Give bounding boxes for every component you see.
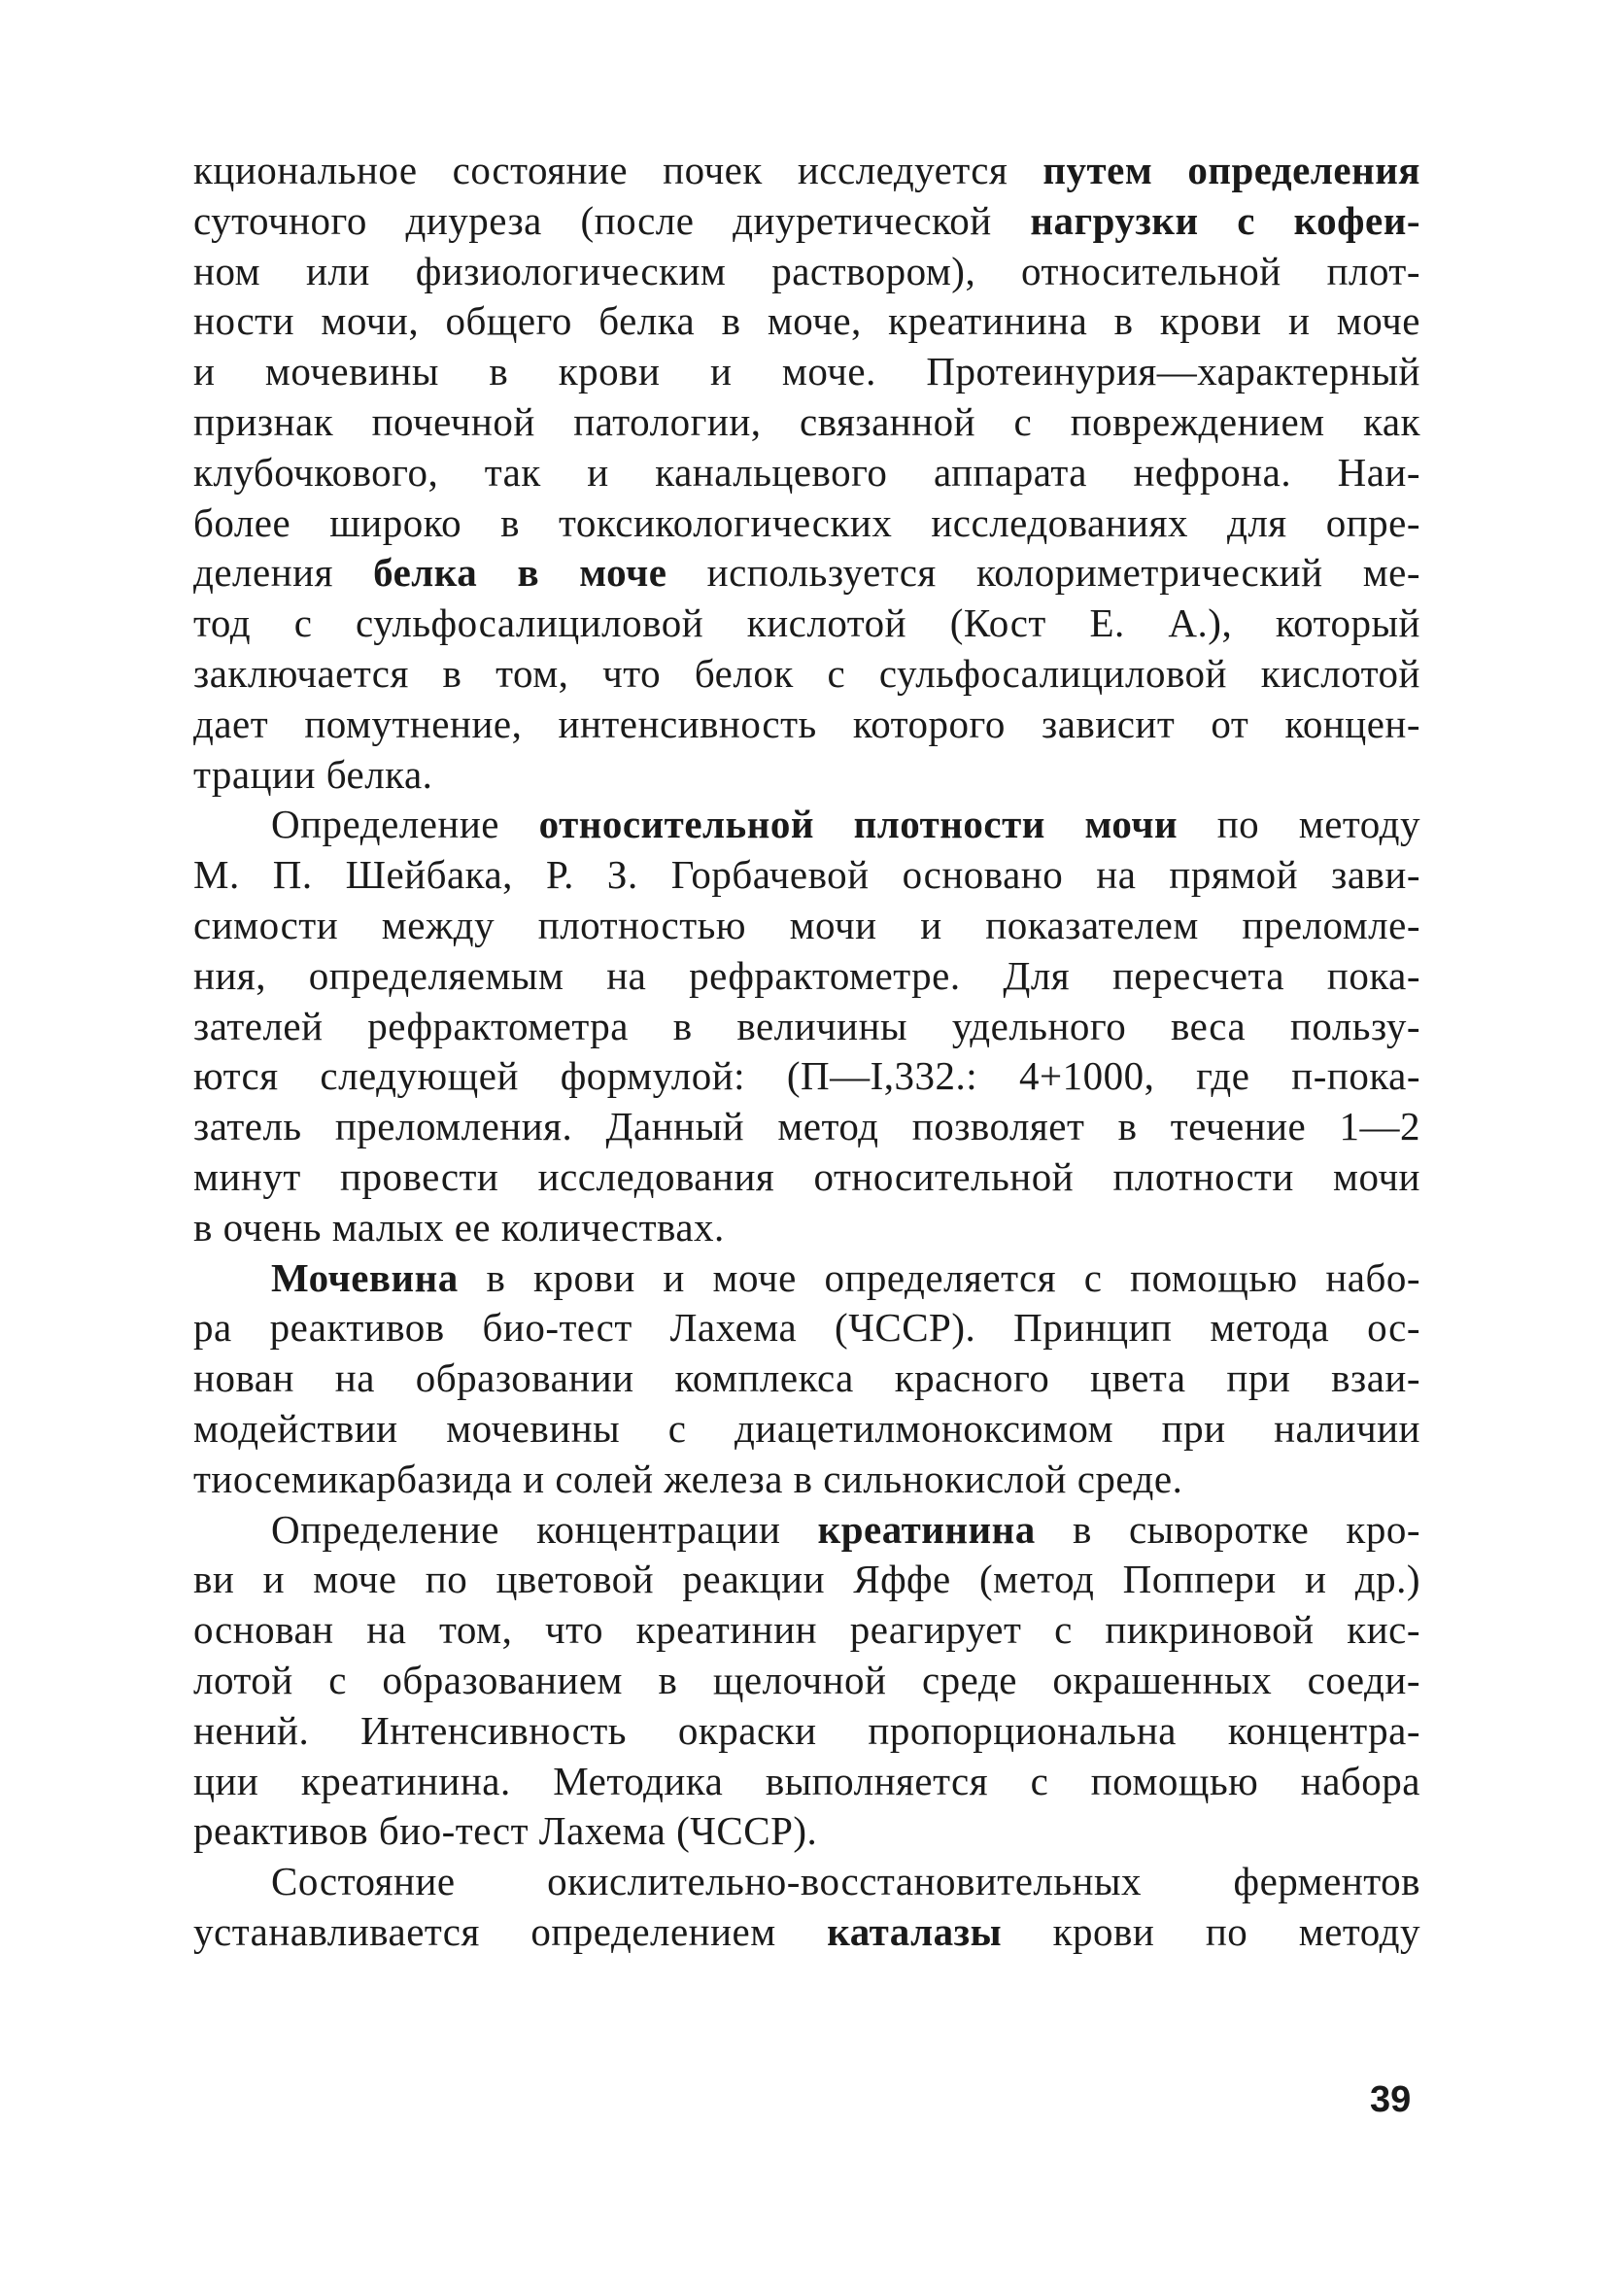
- text-line: [193, 1152, 1420, 1203]
- text-run: нован на образовании комплекса красного цвета при взаи-: [193, 1355, 1420, 1401]
- text-line: [193, 498, 1420, 549]
- text-line: [193, 1505, 1420, 1556]
- text-line: [193, 1706, 1420, 1757]
- bold-term: креатинина: [817, 1506, 1036, 1552]
- text-line: [193, 1656, 1420, 1706]
- text-line: [193, 1303, 1420, 1354]
- text-line: [193, 347, 1420, 397]
- body-text: [193, 146, 1420, 1958]
- text-line: [193, 800, 1420, 850]
- bold-term: каталазы: [827, 1908, 1003, 1954]
- text-run: Определение: [271, 802, 539, 847]
- text-run: Определение концентрации: [271, 1506, 818, 1552]
- text-line: [193, 1455, 1420, 1505]
- text-line: [193, 247, 1420, 297]
- text-run: дает помутнение, интенсивность которого зависит от концен-: [193, 701, 1420, 746]
- text-line: [193, 448, 1420, 498]
- text-line: [193, 1051, 1420, 1102]
- text-line: [193, 397, 1420, 448]
- text-run: лотой с образованием в щелочной среде окрашенных соеди-: [193, 1657, 1420, 1702]
- text-line: [193, 1555, 1420, 1605]
- text-run: ются следующей формулой: (П—I,332.: 4+1000, где п-пока-: [193, 1053, 1420, 1099]
- text-run: в очень малых ее количествах.: [193, 1204, 725, 1250]
- text-line: [193, 548, 1420, 599]
- text-run: крови по методу: [1002, 1908, 1420, 1954]
- text-run: более широко в токсикологических исследованиях для опре-: [193, 499, 1420, 545]
- text-line: [193, 1102, 1420, 1152]
- paragraph: [193, 1253, 1420, 1505]
- text-run: нений. Интенсивность окраски пропорциональна концентра-: [193, 1707, 1420, 1753]
- text-run: М. П. Шейбака, Р. З. Горбачевой основано на прямой зави-: [193, 852, 1420, 898]
- text-run: устанавливается определением: [193, 1908, 828, 1954]
- text-run: основан на том, что креатинин реагирует с пикриновой кис-: [193, 1607, 1420, 1653]
- text-line: [193, 1203, 1420, 1253]
- text-run: ном или физиологическим раствором), относительной плот-: [193, 248, 1420, 293]
- text-run: ции креатинина. Методика выполняется с помощью набора: [193, 1758, 1420, 1803]
- text-run: по методу: [1178, 802, 1420, 847]
- bold-term: нагрузки с кофеи-: [1030, 197, 1420, 243]
- text-run: в крови и моче определяется с помощью набо-: [458, 1254, 1420, 1300]
- text-run: кциональное состояние почек исследуется: [193, 148, 1043, 192]
- text-run: тиосемикарбазида и солей железа в сильнокислой среде.: [193, 1456, 1183, 1501]
- text-line: [193, 901, 1420, 951]
- text-run: реактивов био-тест Лахема (ЧССР).: [193, 1808, 818, 1854]
- text-line: [193, 1907, 1420, 1958]
- text-line: [193, 649, 1420, 700]
- bold-term: относительной плотности мочи: [538, 802, 1179, 847]
- text-line: [193, 1002, 1420, 1052]
- text-run: симости между плотностью мочи и показателем преломле-: [193, 902, 1420, 947]
- text-line: [193, 951, 1420, 1002]
- text-line: [193, 1404, 1420, 1455]
- text-line: [193, 700, 1420, 750]
- text-line: [193, 1806, 1420, 1857]
- text-run: зателей рефрактометра в величины удельного веса пользу-: [193, 1003, 1420, 1048]
- text-run: минут провести исследования относительной плотности мочи: [193, 1153, 1420, 1199]
- text-run: Состояние окислительно-восстановительных ферментов: [271, 1859, 1420, 1904]
- page-number: 39: [1370, 2079, 1412, 2120]
- text-line: [193, 196, 1420, 247]
- text-run: используется колориметрический ме-: [666, 550, 1420, 596]
- text-run: ния, определяемым на рефрактометре. Для пересчета пока-: [193, 952, 1420, 998]
- text-line: [193, 296, 1420, 347]
- text-run: ви и моче по цветовой реакции Яффе (метод Поппери и др.): [193, 1557, 1420, 1602]
- paragraph: [193, 1505, 1420, 1858]
- text-run: модействии мочевины с диацетилмоноксимом при наличии: [193, 1405, 1420, 1451]
- text-run: ра реактивов био-тест Лахема (ЧССР). Принцип метода ос-: [193, 1305, 1420, 1351]
- text-line: [193, 1253, 1420, 1304]
- paragraph: [193, 146, 1420, 800]
- text-line: [193, 850, 1420, 901]
- text-line: [193, 1757, 1420, 1807]
- text-run: ности мочи, общего белка в моче, креатинина в крови и моче: [193, 298, 1420, 344]
- text-run: суточного диуреза (после диуретической: [193, 197, 1031, 243]
- text-run: деления: [193, 550, 374, 596]
- text-line: [193, 750, 1420, 801]
- text-run: признак почечной патологии, связанной с повреждением как: [193, 398, 1420, 444]
- bold-term: путем определения: [1042, 148, 1420, 192]
- text-run: тод с сульфосалициловой кислотой (Кост Е. А.), который: [193, 600, 1420, 646]
- text-run: трации белка.: [193, 751, 433, 797]
- bold-term: Мочевина: [271, 1254, 459, 1300]
- text-run: заключается в том, что белок с сульфосалициловой кислотой: [193, 650, 1420, 696]
- text-line: [193, 599, 1420, 649]
- text-run: в сыворотке кро-: [1035, 1506, 1420, 1552]
- text-line: [193, 1605, 1420, 1656]
- text-line: [193, 1857, 1420, 1907]
- text-run: и мочевины в крови и моче. Протеинурия—характерный: [193, 349, 1420, 394]
- paragraph: [193, 800, 1420, 1252]
- text-line: [193, 146, 1420, 196]
- text-line: [193, 1354, 1420, 1404]
- text-run: затель преломления. Данный метод позволяет в течение 1—2: [193, 1104, 1420, 1149]
- paragraph: [193, 1857, 1420, 1958]
- bold-term: белка в моче: [373, 550, 667, 596]
- text-run: клубочкового, так и канальцевого аппарата нефрона. Наи-: [193, 449, 1420, 495]
